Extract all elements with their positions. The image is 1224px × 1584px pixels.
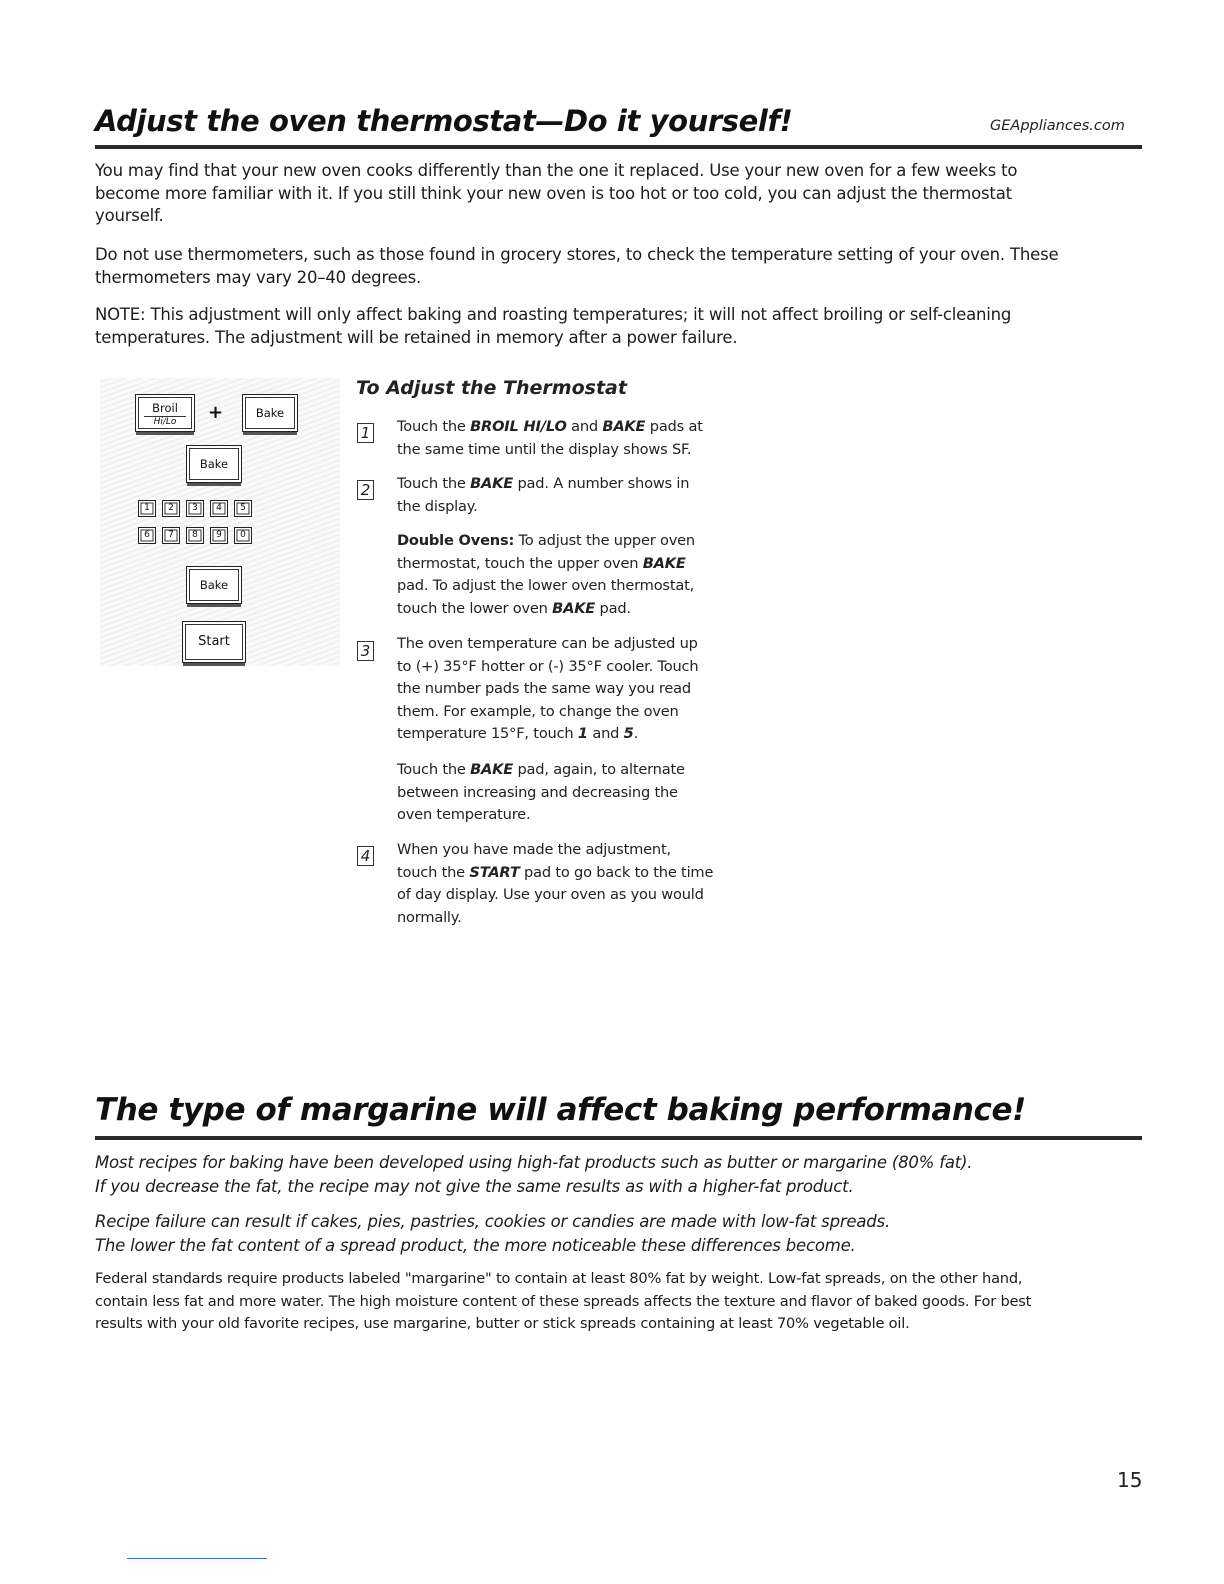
digit-pad-1: 1 bbox=[138, 500, 156, 517]
bake-keyword: BAKE bbox=[642, 554, 686, 572]
start-label: Start bbox=[198, 634, 230, 649]
federal-standards-line: contain less fat and more water. The high moisture content of these spreads affects the texture and flavor of baked goods. For best bbox=[95, 1292, 1032, 1310]
text-run: Touch the bbox=[397, 761, 471, 778]
step-3-line: them. For example, to change the oven bbox=[397, 702, 679, 720]
digit-pad-4: 4 bbox=[210, 500, 228, 517]
thermometer-line: thermometers may vary 20–40 degrees. bbox=[95, 267, 422, 287]
double-ovens-label: Double Ovens: bbox=[397, 532, 515, 549]
text-run: . bbox=[633, 725, 639, 743]
recipe-failure-line: Recipe failure can result if cakes, pies, pastries, cookies or candies are made with low-fat spreads. bbox=[95, 1212, 891, 1231]
step-4-text bbox=[397, 839, 742, 929]
bake-pad-step3 bbox=[186, 566, 242, 604]
digit-pad-8: 8 bbox=[186, 527, 204, 544]
text-run: thermostat, touch the upper oven bbox=[397, 554, 643, 572]
recipe-failure-note bbox=[95, 1210, 1145, 1258]
bake-label: Bake bbox=[199, 457, 229, 471]
broil-hilo-keyword: BROIL HI/LO bbox=[470, 418, 567, 435]
footer-line bbox=[127, 1558, 267, 1559]
note-line: NOTE: This adjustment will only affect baking and roasting temperatures; it will not affect broiling or self-cleaning bbox=[95, 305, 1012, 324]
steps-heading: To Adjust the Thermostat bbox=[356, 377, 627, 399]
text-run: To adjust the upper oven bbox=[514, 532, 695, 549]
page-number: 15 bbox=[1117, 1468, 1143, 1492]
step-number-1: 1 bbox=[357, 423, 374, 443]
digit-pad-7: 7 bbox=[162, 527, 180, 544]
digit-keyword: 5 bbox=[623, 725, 634, 743]
text-run: and bbox=[566, 418, 603, 435]
digit-pad-6: 6 bbox=[138, 527, 156, 544]
intro-paragraph bbox=[95, 160, 1145, 228]
broil-hilo-pad bbox=[135, 394, 195, 432]
step-3-line: the number pads the same way you read bbox=[397, 680, 691, 698]
text-run: touch the lower oven bbox=[397, 599, 553, 617]
bake-keyword: BAKE bbox=[470, 475, 514, 492]
digit-pad-2: 2 bbox=[162, 500, 180, 517]
step-number-2: 2 bbox=[357, 480, 374, 500]
section-title-margarine: The type of margarine will affect baking performance! bbox=[95, 1092, 1026, 1128]
digit-keyword: 1 bbox=[577, 725, 588, 743]
step-2-text bbox=[397, 473, 742, 518]
start-pad bbox=[182, 621, 246, 663]
control-panel-illustration bbox=[100, 378, 340, 666]
title-rule bbox=[95, 145, 1142, 149]
step-4-line: of day display. Use your oven as you would bbox=[397, 886, 704, 904]
text-run: touch the bbox=[397, 863, 470, 881]
step-4-line: When you have made the adjustment, bbox=[397, 841, 671, 858]
broil-label: Broil bbox=[152, 401, 178, 415]
alternate-note bbox=[397, 759, 742, 827]
note-paragraph bbox=[95, 304, 1145, 349]
section-title-thermostat: Adjust the oven thermostat—Do it yourself! bbox=[95, 104, 793, 138]
federal-standards-paragraph bbox=[95, 1268, 1145, 1336]
step-2-line2: the display. bbox=[397, 497, 478, 515]
double-ovens-line3: pad. To adjust the lower oven thermostat, bbox=[397, 577, 695, 595]
text-run: pad to go back to the time bbox=[519, 863, 714, 881]
step-3-text bbox=[397, 633, 742, 746]
digit-pad-5: 5 bbox=[234, 500, 252, 517]
thermometer-paragraph bbox=[95, 244, 1145, 289]
digit-pad-0: 0 bbox=[234, 527, 252, 544]
bake-keyword: BAKE bbox=[602, 418, 646, 435]
federal-standards-line: results with your old favorite recipes, use margarine, butter or stick spreads containing at least 70% vegetable oil. bbox=[95, 1315, 910, 1333]
title-rule bbox=[95, 1136, 1142, 1140]
step-1-line2: the same time until the display shows SF. bbox=[397, 440, 692, 458]
bake-pad-step2 bbox=[186, 445, 242, 483]
step-number-3: 3 bbox=[357, 641, 374, 661]
text-run: pad. bbox=[595, 599, 631, 617]
bake-label: Bake bbox=[199, 578, 229, 592]
step-4-line: normally. bbox=[397, 908, 462, 926]
recipe-failure-line: The lower the fat content of a spread product, the more noticeable these differences become. bbox=[95, 1236, 856, 1255]
note-line: temperatures. The adjustment will be retained in memory after a power failure. bbox=[95, 327, 738, 347]
text-run: pad. A number shows in bbox=[513, 475, 690, 492]
margarine-intro bbox=[95, 1151, 1145, 1199]
federal-standards-line: Federal standards require products labeled "margarine" to contain at least 80% fat by weight. Low-fat spreads, on the other hand, bbox=[95, 1270, 1023, 1287]
step-3-line: to (+) 35°F hotter or (-) 35°F cooler. Touch bbox=[397, 657, 699, 675]
bake-keyword: BAKE bbox=[470, 761, 514, 778]
intro-line: become more familiar with it. If you still think your new oven is too hot or too cold, you can adjust the thermostat bbox=[95, 183, 1012, 203]
double-ovens-note bbox=[397, 530, 742, 620]
hilo-label: Hi/Lo bbox=[144, 416, 186, 428]
alternate-line: oven temperature. bbox=[397, 806, 531, 824]
bake-keyword: BAKE bbox=[552, 599, 596, 617]
plus-sign: + bbox=[208, 402, 224, 423]
bake-pad-top bbox=[242, 394, 298, 432]
thermometer-line: Do not use thermometers, such as those found in grocery stores, to check the temperature setting of your oven. These bbox=[95, 245, 1059, 264]
step-number-4: 4 bbox=[357, 846, 374, 866]
step-3-line: The oven temperature can be adjusted up bbox=[397, 635, 698, 652]
intro-line: yourself. bbox=[95, 206, 164, 225]
intro-line: You may find that your new oven cooks differently than the one it replaced. Use your new oven for a few weeks to bbox=[95, 161, 1018, 180]
text-run: pads at bbox=[645, 418, 703, 435]
website-url: GEAppliances.com bbox=[990, 118, 1125, 134]
alternate-line: between increasing and decreasing the bbox=[397, 783, 678, 801]
text-run: Touch the bbox=[397, 475, 471, 492]
text-run: and bbox=[587, 725, 624, 743]
digit-pad-9: 9 bbox=[210, 527, 228, 544]
text-run: pad, again, to alternate bbox=[513, 761, 685, 778]
start-keyword: START bbox=[469, 863, 520, 881]
step-1-text bbox=[397, 416, 742, 461]
margarine-intro-line: Most recipes for baking have been developed using high-fat products such as butter or margarine (80% fat). bbox=[95, 1153, 973, 1172]
text-run: Touch the bbox=[397, 418, 471, 435]
bake-label: Bake bbox=[255, 406, 285, 420]
text-run: temperature 15°F, touch bbox=[397, 725, 578, 743]
digit-pad-3: 3 bbox=[186, 500, 204, 517]
margarine-intro-line: If you decrease the fat, the recipe may not give the same results as with a higher-fat product. bbox=[95, 1177, 854, 1196]
